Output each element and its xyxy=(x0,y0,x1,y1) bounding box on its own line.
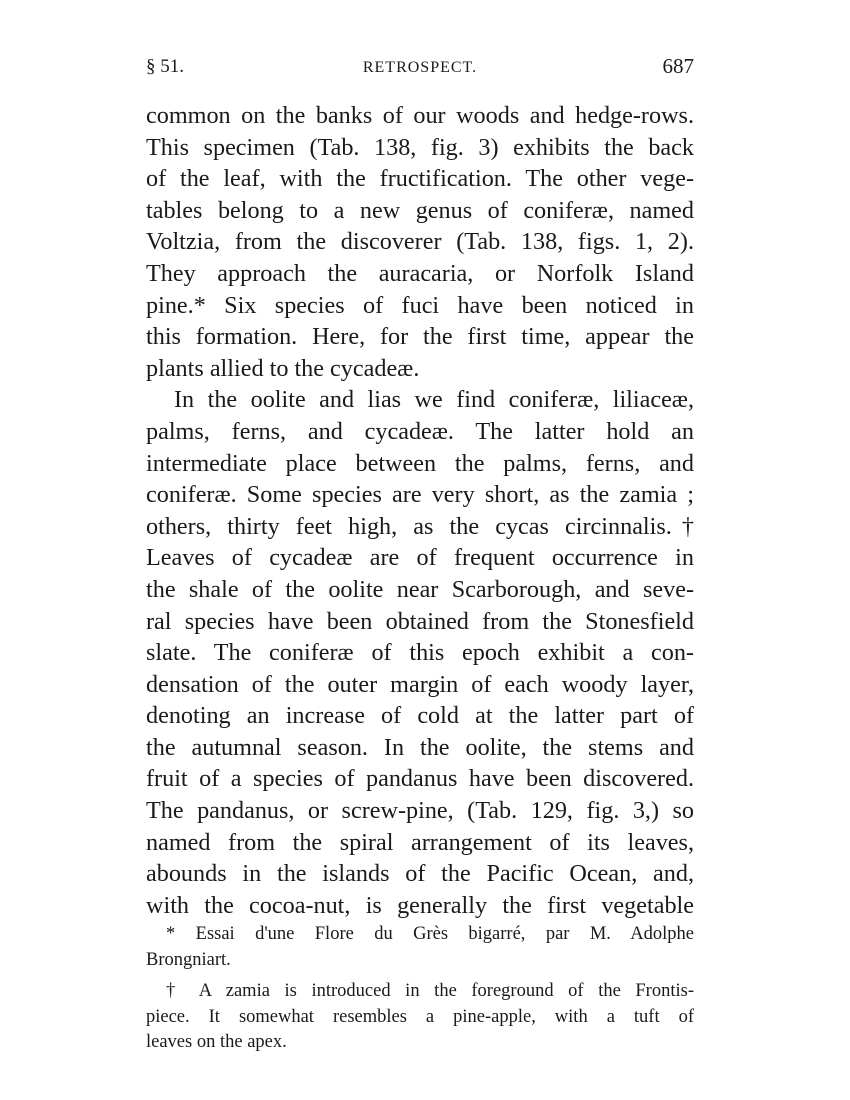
text-line: this formation. Here, for the first time, appear the xyxy=(146,323,694,351)
text-line: palms, ferns, and cycadeæ. The latter hold an xyxy=(146,417,694,445)
text-line: Voltzia, from the discoverer (Tab. 138, figs. 1, 2). xyxy=(146,228,694,256)
text-line: abounds in the islands of the Pacific Ocean, and, xyxy=(146,860,694,888)
text-line: others, thirty feet high, as the cycas circinnalis.† xyxy=(146,512,694,540)
text-line: They approach the auracaria, or Norfolk Island xyxy=(146,259,694,287)
text-line: slate. The coniferæ of this epoch exhibit a con- xyxy=(146,639,694,667)
text-line: the shale of the oolite near Scarborough, and seve- xyxy=(146,575,694,603)
text-line: ral species have been obtained from the Stonesfield xyxy=(146,607,694,635)
text-line: The pandanus, or screw-pine, (Tab. 129, fig. 3,) so xyxy=(146,797,694,825)
paragraph-2 xyxy=(146,384,694,921)
text-line: pine.* Six species of fuci have been noticed in xyxy=(146,291,694,319)
footnote-2 xyxy=(146,979,694,1056)
footnote-line: piece. It somewhat resembles a pine-apple, with a tuft of xyxy=(146,1006,694,1027)
text-line: of the leaf, with the fructification. The other vege- xyxy=(146,165,694,193)
text-line: tables belong to a new genus of coniferæ, named xyxy=(146,196,694,224)
text-line: the autumnal season. In the oolite, the stems and xyxy=(146,733,694,761)
text-line: Leaves of cycadeæ are of frequent occurrence in xyxy=(146,544,694,572)
text-line: common on the banks of our woods and hedge-rows. xyxy=(146,102,694,129)
running-title: RETROSPECT. xyxy=(362,59,478,76)
text-line: In the oolite and lias we find coniferæ, liliaceæ, xyxy=(174,386,694,414)
text-line: This specimen (Tab. 138, fig. 3) exhibits the back xyxy=(146,133,694,161)
text-line: named from the spiral arrangement of its leaves, xyxy=(146,828,694,856)
paragraph-1 xyxy=(146,100,694,384)
footnote-line: Brongniart. xyxy=(146,949,231,970)
text-line: coniferæ. Some species are very short, as the zamia ; xyxy=(146,481,694,509)
footnote-line: † A zamia is introduced in the foreground of the Frontis- xyxy=(166,981,694,1001)
text-line: denoting an increase of cold at the latter part of xyxy=(146,702,694,730)
page-number: 687 xyxy=(662,54,694,78)
body-text xyxy=(146,100,694,921)
footnote-1 xyxy=(146,922,694,973)
text-line: fruit of a species of pandanus have been discovered. xyxy=(146,765,694,793)
text-line: densation of the outer margin of each woody layer, xyxy=(146,670,694,698)
footnotes xyxy=(146,922,694,1056)
text-line: with the cocoa-nut, is generally the first vegetable xyxy=(146,891,694,919)
text-line: intermediate place between the palms, ferns, and xyxy=(146,449,694,477)
text-line: plants allied to the cycadeæ. xyxy=(146,354,420,382)
footnote-line: * Essai d'une Flore du Grès bigarré, par M. Adolphe xyxy=(166,924,694,944)
running-header xyxy=(146,56,694,86)
footnote-line: leaves on the apex. xyxy=(146,1032,287,1052)
section-number: § 51. xyxy=(146,56,184,77)
